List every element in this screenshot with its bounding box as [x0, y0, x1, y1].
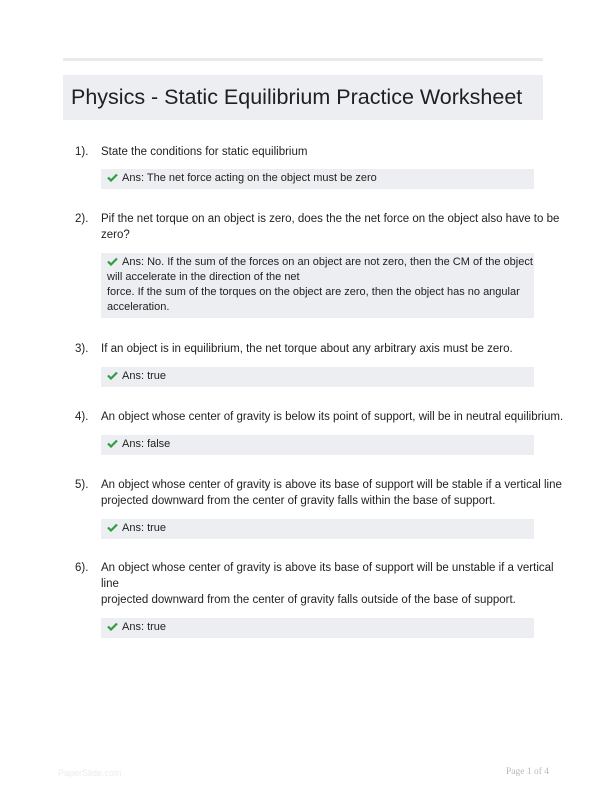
answer-line: Ans: true [122, 522, 167, 534]
question-line: zero? [101, 229, 130, 241]
answer-line: Ans: The net force acting on the object must be zero [122, 172, 377, 184]
check-icon [107, 439, 118, 448]
top-divider [63, 58, 543, 61]
question-line: Pif the net torque on an object is zero, does the the net force on the object also have to be [101, 213, 560, 225]
question-text [101, 560, 554, 608]
question-number: 2). [75, 213, 89, 225]
answer-line: force. If the sum of the torques on the object are zero, then the object has no angular [107, 286, 520, 298]
answer-box [101, 253, 534, 318]
question-number: 6). [75, 562, 89, 574]
answer-box [101, 519, 534, 539]
answer-box [101, 367, 534, 387]
question-text [101, 477, 562, 509]
question-number: 3). [75, 343, 89, 355]
question-number: 5). [75, 479, 89, 491]
answer-line: Ans: false [122, 438, 171, 450]
question-line: An object whose center of gravity is above its base of support will be unstable if a vertical [101, 562, 554, 574]
question-line: line [101, 578, 119, 590]
check-icon [107, 173, 118, 182]
answer-line: acceleration. [107, 301, 170, 313]
question-text [101, 341, 537, 357]
question-line: If an object is in equilibrium, the net torque about any arbitrary axis must be zero. [101, 343, 513, 355]
answer-line: Ans: No. If the sum of the forces on an object are not zero, then the CM of the object [122, 256, 533, 268]
page-number: Page 1 of 4 [505, 767, 549, 777]
check-icon [107, 257, 118, 266]
question-line: State the conditions for static equilibrium [101, 146, 308, 158]
page-title: Physics - Static Equilibrium Practice Worksheet [71, 85, 523, 109]
question-text [101, 211, 560, 243]
question-text [101, 409, 564, 425]
check-icon [107, 622, 118, 631]
question-text [101, 144, 537, 160]
answer-line: will accelerate in the direction of the net [107, 271, 300, 283]
check-icon [107, 371, 118, 380]
answer-line: Ans: true [122, 621, 167, 633]
check-icon [107, 523, 118, 532]
footer-watermark: PaperSlide.com [58, 768, 122, 778]
question-number: 4). [75, 411, 89, 423]
answer-box [101, 618, 534, 638]
question-line: An object whose center of gravity is below its point of support, will be in neutral equilibrium. [101, 411, 564, 423]
question-line: projected downward from the center of gravity falls outside of the base of support. [101, 594, 516, 606]
answer-line: Ans: true [122, 370, 167, 382]
question-line: An object whose center of gravity is above its base of support will be stable if a vertical line [101, 479, 562, 491]
title-bar [63, 75, 543, 120]
question-number: 1). [75, 146, 89, 158]
answer-box [101, 435, 534, 455]
answer-box [101, 169, 534, 189]
question-line: projected downward from the center of gravity falls within the base of support. [101, 495, 496, 507]
